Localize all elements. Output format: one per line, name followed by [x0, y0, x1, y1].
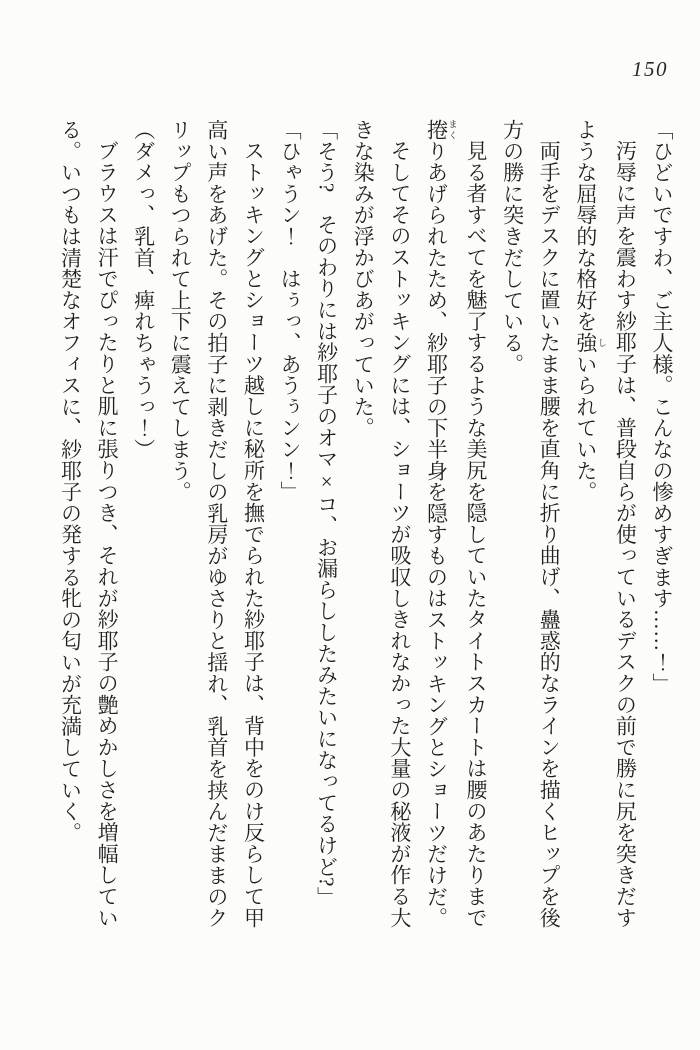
text-line: リップもつられて上下に震えてしまう。: [168, 119, 193, 503]
text-line: 「ひどいですわ、ご主人様。こんなの惨めすぎます……！」: [650, 119, 674, 695]
page-number: 150: [632, 57, 668, 81]
text-line: 見る者すべてを魅了するような美尻を隠していたタイトスカートは腰のあたりまで: [464, 140, 489, 929]
text-line: ブラウスは汗でぴったりと肌に張りつき、それが紗耶子の艶めかしさを増幅してい: [95, 140, 120, 929]
text-line: 高い声をあげた。その拍子に剥きだしの乳房がゆさりと揺れ、乳首を挟んだままのク: [204, 119, 229, 929]
text-line: ような屈辱的な格好を強 しいられていた。: [573, 119, 607, 503]
text-line: 両手をデスクに置いたまま腰を直角に折り曲げ、蠱惑的なラインを描くヒップを後: [537, 140, 562, 929]
text-line: 汚辱に声を震わす紗耶子は、普段自らが使っているデスクの前で勝に尻を突きだす: [613, 140, 638, 929]
text-line: 「ひゃうン！ はぅっ、あうぅンン！」: [278, 119, 303, 503]
ruby-annotated-kanji: 強 し: [573, 332, 607, 354]
ruby-annotated-kanji: 捲 まく: [424, 119, 458, 141]
text-line: 方の勝に突きだしている。: [500, 119, 525, 375]
text-line: 捲 まくりあげられたため、紗耶子の下半身を隠すものはストッキングとショーツだけだ。: [424, 119, 458, 929]
text-line: そしてそのストッキングには、ショーツが吸収しきれなかった大量の秘液が作る大: [387, 140, 412, 929]
text-block: [52, 119, 680, 941]
text-line: 「そう? そのわりには紗耶子のオマ×コ、お漏らししたみたいになってるけど?」: [314, 119, 339, 909]
text-line: る。いつもは清楚なオフィスに、紗耶子の発する牝の匂いが充満していく。: [58, 119, 83, 844]
text-line: ストッキングとショーツ越しに秘所を撫でられた紗耶子は、背中をのけ反らして甲: [241, 140, 266, 929]
text-line: （ダメっ、乳首、痺れちゃうっ！）: [131, 119, 156, 460]
text-line: きな染みが浮かびあがっていた。: [351, 119, 376, 439]
